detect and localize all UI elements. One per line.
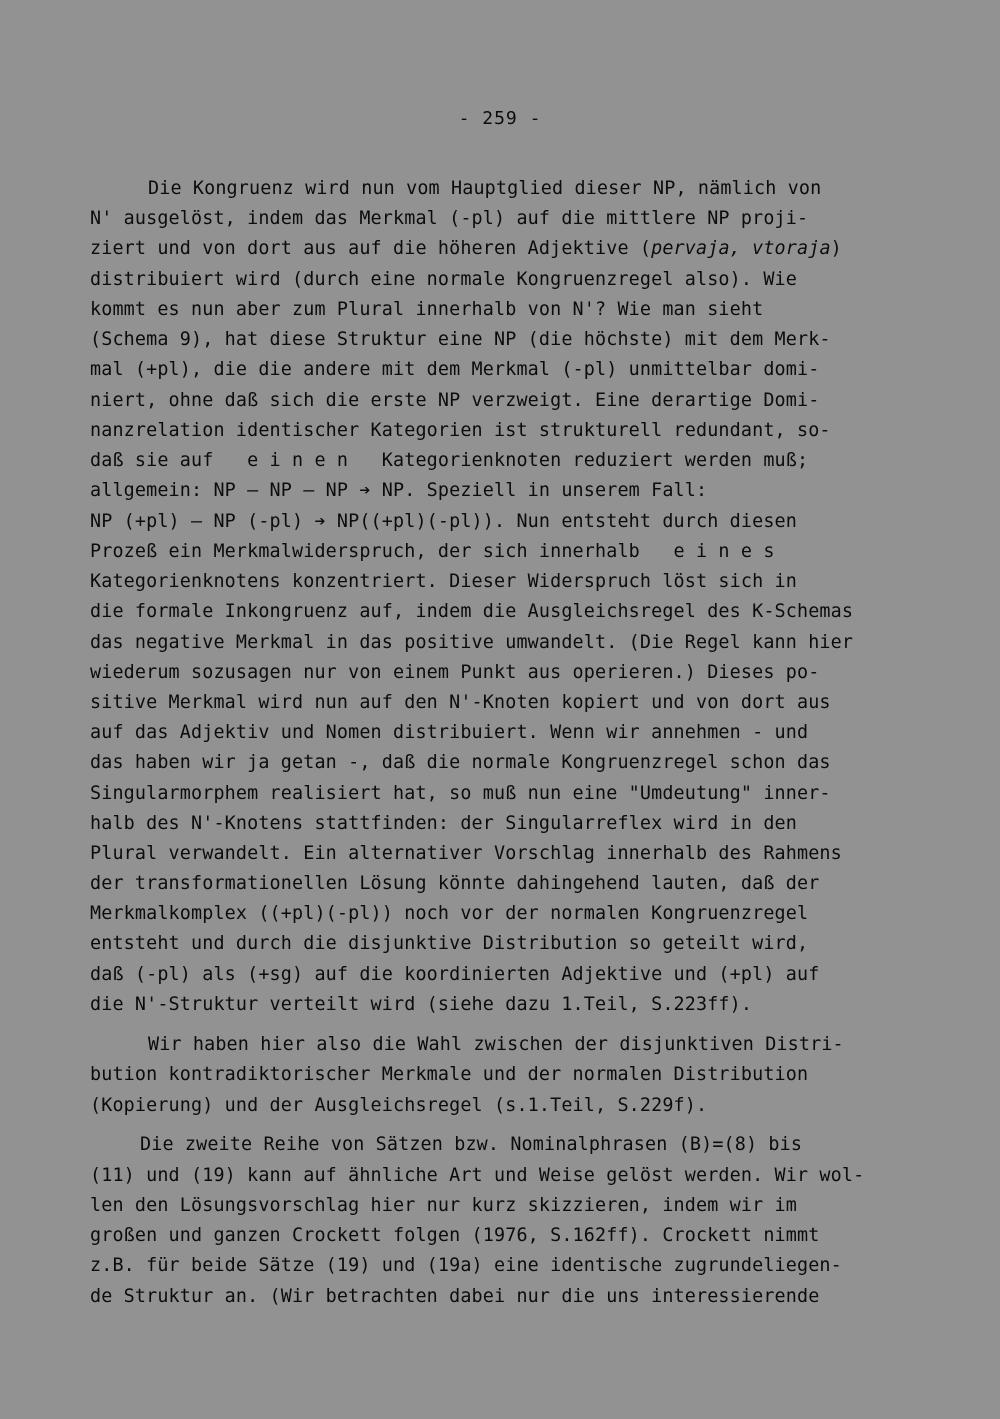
text-line: wiederum sozusagen nur von einem Punkt aus operieren.) Dieses po- <box>90 662 820 683</box>
text-line: (Kopierung) und der Ausgleichsregel (s.1.Teil, S.229f). <box>90 1095 708 1116</box>
page-number: - 259 - <box>458 108 542 129</box>
text-line: entsteht und durch die disjunktive Distribution so geteilt wird, <box>90 933 809 954</box>
text-line: Wir haben hier also die Wahl zwischen der disjunktiven Distri- <box>148 1034 844 1055</box>
text-line: die formale Inkongruenz auf, indem die Ausgleichsregel des K-Schemas <box>90 601 854 622</box>
text-segment: ) <box>830 238 842 259</box>
text-line: daß sie auf e i n e n Kategorienknoten reduziert werden muß; <box>90 450 809 471</box>
text-line: z.B. für beide Sätze (19) und (19a) eine identische zugrundeliegen- <box>90 1255 842 1276</box>
text-line: Singularmorphem realisiert hat, so muß nun eine "Umdeutung" inner- <box>90 783 831 804</box>
text-line: niert, ohne daß sich die erste NP verzweigt. Eine derartige Domi- <box>90 390 820 411</box>
text-line: len den Lösungsvorschlag hier nur kurz skizzieren, indem wir im <box>90 1195 797 1216</box>
text-line: das haben wir ja getan -, daß die normale Kongruenzregel schon das <box>90 752 831 773</box>
text-line: daß (-pl) als (+sg) auf die koordinierten Adjektive und (+pl) auf <box>90 964 820 985</box>
text-line: Plural verwandelt. Ein alternativer Vorschlag innerhalb des Rahmens <box>90 843 842 864</box>
text-line: das negative Merkmal in das positive umwandelt. (Die Regel kann hier <box>90 632 854 653</box>
text-line: Die Kongruenz wird nun vom Hauptglied dieser NP, nämlich von <box>148 178 822 199</box>
italic-term: pervaja, vtoraja <box>651 238 831 259</box>
text-line: Merkmalkomplex ((+pl)(-pl)) noch vor der normalen Kongruenzregel <box>90 903 809 924</box>
text-line: bution kontradiktorischer Merkmale und der normalen Distribution <box>90 1064 809 1085</box>
text-line: Kategorienknotens konzentriert. Dieser Widerspruch löst sich in <box>90 571 797 592</box>
text-line: (11) und (19) kann auf ähnliche Art und Weise gelöst werden. Wir wol- <box>90 1165 865 1186</box>
text-line: Die zweite Reihe von Sätzen bzw. Nominalphrasen (B)=(8) bis <box>140 1134 803 1155</box>
text-line: de Struktur an. (Wir betrachten dabei nur die uns interessierende <box>90 1286 820 1307</box>
text-line: allgemein: NP — NP — NP ➔ NP. Speziell in unserem Fall: <box>90 480 708 501</box>
text-line: auf das Adjektiv und Nomen distribuiert. Wenn wir annehmen - und <box>90 722 809 743</box>
text-line: kommt es nun aber zum Plural innerhalb von N'? Wie man sieht <box>90 299 764 320</box>
text-line: N' ausgelöst, indem das Merkmal (-pl) auf die mittlere NP proji- <box>90 208 809 229</box>
text-line: der transformationellen Lösung könnte dahingehend lauten, daß der <box>90 873 820 894</box>
text-line: distribuiert wird (durch eine normale Kongruenzregel also). Wie <box>90 269 797 290</box>
text-line: großen und ganzen Crockett folgen (1976, S.162ff). Crockett nimmt <box>90 1225 820 1246</box>
text-line: sitive Merkmal wird nun auf den N'-Knoten kopiert und von dort aus <box>90 692 831 713</box>
text-line: halb des N'-Knotens stattfinden: der Singularreflex wird in den <box>90 813 797 834</box>
text-line: Prozeß ein Merkmalwiderspruch, der sich innerhalb e i n e s <box>90 541 775 562</box>
text-line: die N'-Struktur verteilt wird (siehe dazu 1.Teil, S.223ff). <box>90 994 753 1015</box>
text-line-with-italics <box>90 237 842 261</box>
text-line: nanzrelation identischer Kategorien ist strukturell redundant, so- <box>90 420 831 441</box>
text-line: NP (+pl) — NP (-pl) ➔ NP((+pl)(-pl)). Nun entsteht durch diesen <box>90 511 797 532</box>
text-line: (Schema 9), hat diese Struktur eine NP (die höchste) mit dem Merk- <box>90 329 831 350</box>
text-segment: ziert und von dort aus auf die höheren Adjektive ( <box>90 238 652 259</box>
text-line: mal (+pl), die die andere mit dem Merkmal (-pl) unmittelbar domi- <box>90 359 820 380</box>
